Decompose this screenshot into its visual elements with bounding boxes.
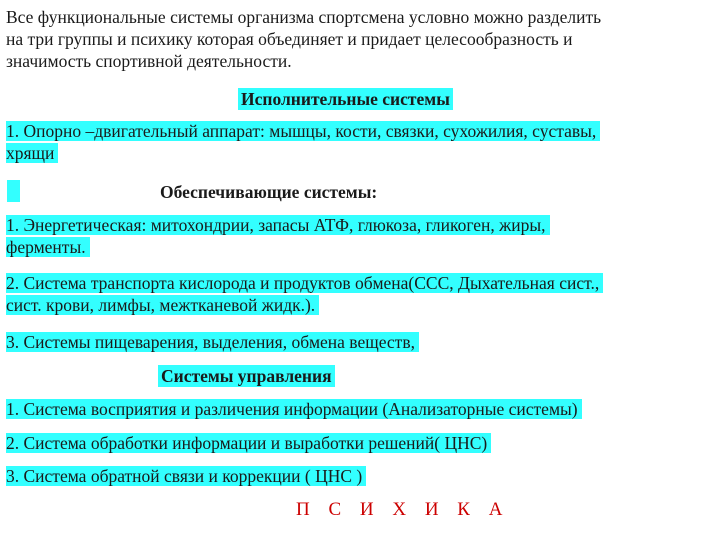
control-item-1-text: 1. Система восприятия и различения информации (Анализаторные системы) xyxy=(6,399,582,419)
intro-line: значимость спортивной деятельности. xyxy=(6,51,292,71)
supporting-item-3 xyxy=(6,331,696,353)
executive-item-1-line2: хрящи xyxy=(6,143,58,163)
intro-line: Все функциональные системы организма спортсмена условно можно разделить xyxy=(6,7,602,27)
executive-item-1 xyxy=(6,120,696,164)
executive-systems-heading: Исполнительные системы xyxy=(238,88,453,110)
supporting-item-2-line2: сист. крови, лимфы, межтканевой жидк.). xyxy=(6,295,319,315)
intro-line: на три группы и психику которая объединяет и придает целесообразность и xyxy=(6,29,573,49)
supporting-systems-heading: Обеспечивающие системы: xyxy=(160,182,378,202)
control-item-3 xyxy=(6,465,696,487)
supporting-item-1-line2: ферменты. xyxy=(6,237,90,257)
highlight-marker xyxy=(7,180,20,202)
control-item-2-text: 2. Система обработки информации и выработки решений( ЦНС) xyxy=(6,433,491,453)
psyche-label: П С И Х И К А xyxy=(296,499,510,520)
supporting-item-1-line1: 1. Энергетическая: митохондрии, запасы АТФ, глюкоза, гликоген, жиры, xyxy=(6,215,550,235)
control-item-1 xyxy=(6,398,696,420)
control-systems-heading: Системы управления xyxy=(158,365,335,387)
supporting-item-2 xyxy=(6,272,696,316)
executive-item-1-line1: 1. Опорно –двигательный аппарат: мышцы, кости, связки, сухожилия, суставы, xyxy=(6,121,600,141)
supporting-item-3-text: 3. Системы пищеварения, выделения, обмена веществ, xyxy=(6,332,419,352)
control-item-3-text: 3. Система обратной связи и коррекции ( ЦНС ) xyxy=(6,466,366,486)
supporting-item-1 xyxy=(6,214,696,258)
intro-paragraph xyxy=(6,6,696,72)
supporting-item-2-line1: 2. Система транспорта кислорода и продуктов обмена(ССС, Дыхательная сист., xyxy=(6,273,603,293)
control-item-2 xyxy=(6,432,696,454)
